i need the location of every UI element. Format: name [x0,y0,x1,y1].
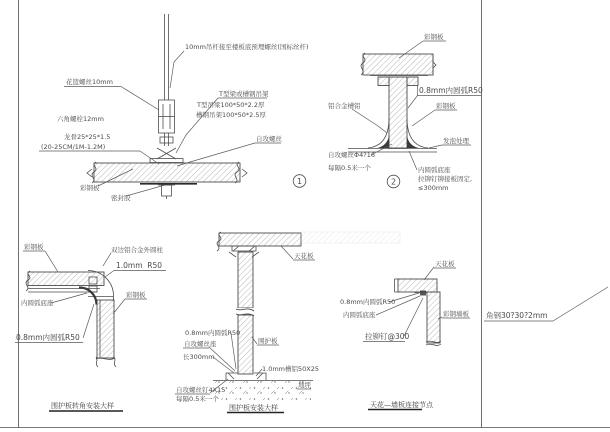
label-base-length: 长300mm [183,353,215,361]
label-tap-screw: 自攻螺丝 [256,135,282,143]
side-note-group [484,287,608,321]
label-rivet-spacing: ≤300mm [418,184,449,192]
label-sealant: 密封胶 [111,194,131,202]
detail-3-caption: 围护板转角安装大样 [51,402,114,410]
label-hanger-spec2: 槽钢吊架100*50*2.5厚 [196,111,267,119]
label-turnbuckle: 花篮螺丝10mm [66,78,113,86]
detail-5-caption: 天花—墙板连接节点 [370,401,433,409]
detail-1-number: 1 [296,177,303,186]
label-foam: 发泡处理 [443,137,469,145]
label-arc-base: 内圆弧底座 [21,299,54,307]
detail-2-panel-t-joint [328,32,483,192]
label-steel-panel: 彩钢板 [80,184,100,192]
label-spacing: 每隔0.5米一个 [176,395,219,403]
label-enclosure-panel: 围护板 [258,337,278,345]
label-arc-base: 内圆弧底座 [343,311,376,319]
label-arc-base: 内圆弧底座 [418,166,451,174]
label-tap-screw: 自攻螺丝Φ4?16 [328,151,375,159]
detail-4-wall-panel [175,232,400,413]
detail-2-number: 2 [390,177,397,187]
label-hanger-rod: 10mm吊杆接至楼板底预埋螺丝(国标丝杆) [185,43,309,51]
detail-5-ceiling-wall-joint [340,259,470,410]
label-screw-base: 自攻螺丝座 [184,340,217,348]
label-hex-bolt: 六角螺栓12mm [57,115,104,123]
label-keel: 龙骨25*25*1.5 [64,133,111,141]
label-rivet-fix: 拉铆钉铆接板固定, [418,175,473,183]
detail-4-caption: 围护板安装大样 [229,404,278,412]
detail-3-geometry [26,271,116,368]
label-floor: 地坪 [298,381,311,389]
label-wall-panel: 彩钢墙板 [443,310,469,318]
label-tap-screw: 自攻螺丝钉4X15 [176,386,226,394]
label-outer-arc: 1.0mm R50 [116,261,163,270]
label-alu-channel: 铝合金槽铝 [328,102,361,110]
label-steel-panel: 彩钢板 [436,102,456,110]
label-steel-panel-right: 彩钢板 [126,291,146,299]
label-inner-arc: 0.8mm内圆弧R50 [419,86,483,95]
label-rivet: 拉铆钉@300 [365,332,410,341]
label-inner-arc: 0.8mm内圆弧R50 [16,333,80,342]
label-steel-panel-top: 彩钢板 [424,33,444,41]
label-alu-channel: 1.0mm槽铝50X25 [262,365,319,373]
detail-2-geometry [348,53,437,152]
label-inner-arc: 0.8mm内圆弧R50 [340,298,396,306]
side-note-text: 角钢30?30?2mm [486,311,548,320]
detail-1-ceiling-hanger [39,14,309,202]
label-ceiling: 天花板 [294,252,314,260]
label-keel-spacing: (20-25CM/1M-1.2M) [41,143,106,151]
label-spacing: 每隔0.5米一个 [328,164,371,172]
detail-3-panel-corner [15,242,166,411]
label-alu-corner: 双边铝合金外圆柱 [111,246,163,254]
label-hanger-spec1: T型吊梁100*50*2.2厚 [197,101,265,109]
label-steel-panel-left: 彩钢板 [24,243,44,251]
label-inner-arc: 0.8mm内圆弧R50 [185,329,241,337]
label-hanger-title: T型梁或槽钢吊架 [219,90,269,98]
label-ceiling: 天花板 [435,260,455,268]
